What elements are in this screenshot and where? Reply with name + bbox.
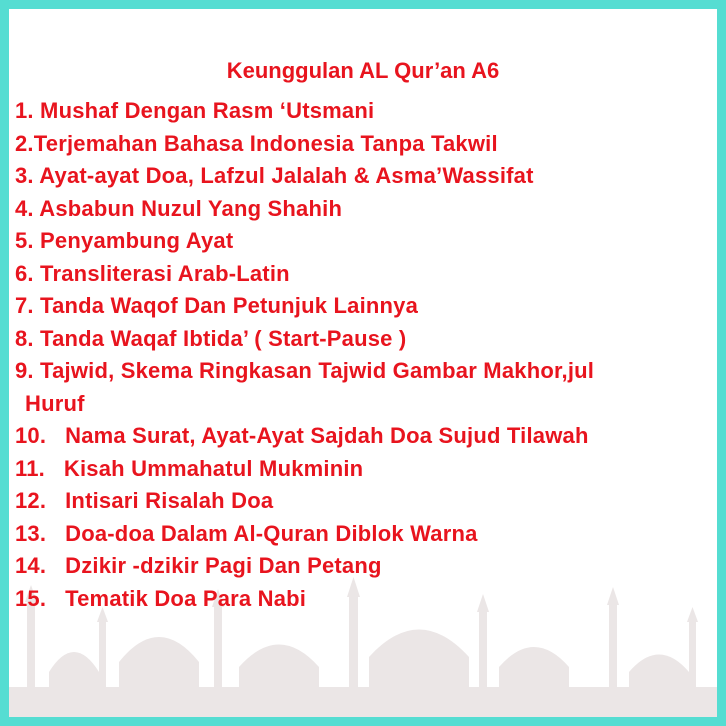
list-item: 6. Transliterasi Arab-Latin bbox=[15, 260, 290, 286]
list-item: 8. Tanda Waqaf Ibtida’ ( Start-Pause ) bbox=[15, 325, 407, 351]
list-item: 10. Nama Surat, Ayat-Ayat Sajdah Doa Sujud Tilawah bbox=[15, 423, 589, 448]
list-item: 14. Dzikir -dzikir Pagi Dan Petang bbox=[15, 553, 382, 578]
list-item-continuation: Huruf bbox=[25, 390, 85, 416]
page-title: Keunggulan AL Qur’an A6 bbox=[226, 58, 500, 83]
list-item: 3. Ayat-ayat Doa, Lafzul Jalalah & Asma’Wassifat bbox=[15, 163, 534, 188]
list-item: 2.Terjemahan Bahasa Indonesia Tanpa Takwil bbox=[15, 130, 498, 156]
list-item: 12. Intisari Risalah Doa bbox=[15, 488, 274, 513]
list-item: 11. Kisah Ummahatul Mukminin bbox=[15, 455, 364, 481]
list-item: 15. Tematik Doa Para Nabi bbox=[15, 585, 307, 611]
content-area bbox=[9, 9, 717, 717]
list-item: 9. Tajwid, Skema Ringkasan Tajwid Gambar Makhor,jul bbox=[15, 358, 595, 383]
list-item: 5. Penyambung Ayat bbox=[15, 228, 234, 253]
features-list bbox=[15, 95, 594, 615]
list-item: 7. Tanda Waqof Dan Petunjuk Lainnya bbox=[15, 293, 419, 318]
list-item: 13. Doa-doa Dalam Al-Quran Diblok Warna bbox=[15, 520, 478, 546]
list-item: 4. Asbabun Nuzul Yang Shahih bbox=[15, 195, 343, 221]
list-item: 1. Mushaf Dengan Rasm ‘Utsmani bbox=[15, 98, 375, 123]
